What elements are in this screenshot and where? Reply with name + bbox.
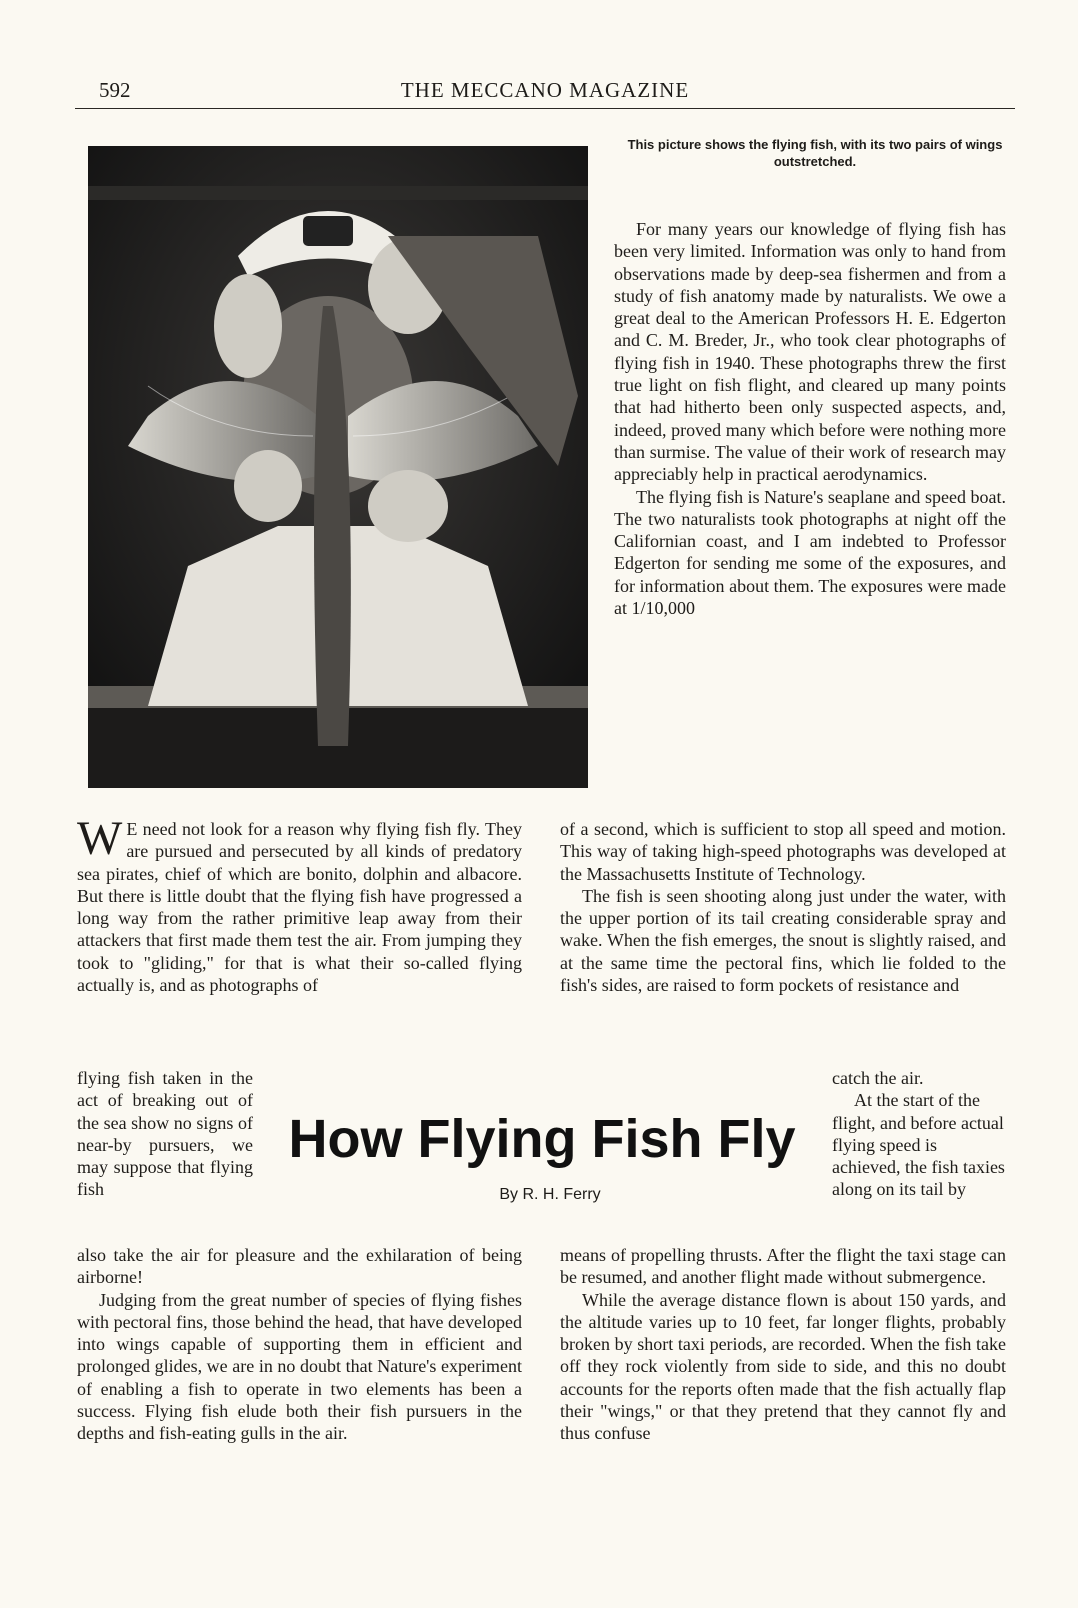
paragraph-knowledge: For many years our knowledge of flying fish has been very limited. Information was only to hand from observations made by deep-sea fishermen and from a study of fish anatomy made by naturalists. We owe a great deal to the American Professors H. E. Edgerton and C. M. Breder, Jr., who took clear photographs of flying fish in 1940. These photographs threw the first true light on fish flight, and cleared up many points that had hitherto been only suspected aspects, and, indeed, proved many which before were nothing more than surmise. The value of their work of research may appreciably help in practical aerodynamics. [614, 219, 1006, 485]
article-byline: By R. H. Ferry [499, 1186, 601, 1203]
left-column-top [77, 812, 522, 996]
flying-fish-photo-illustration [88, 146, 588, 788]
page-header [75, 78, 1015, 109]
left-column-side [77, 1067, 253, 1201]
paragraph-seaplane: The flying fish is Nature's seaplane and speed boat. The two naturalists took photographs at night off the Californian coast, and I am indebted to Professor Edgerton for sending me some of the exposures, and for information about them. The exposures were made at 1/10,000 [614, 486, 1006, 619]
paragraph-start-flight: At the start of the flight, and before actual flying speed is achieved, the fish taxies along on its tail by [832, 1090, 1005, 1200]
paragraph-exposure: of a second, which is sufficient to stop all speed and motion. This way of taking high-speed photographs was developed at the Massachusetts Institute of Technology. [560, 819, 1006, 884]
paragraph-opening-text: E need not look for a reason why flying fish fly. They are pursued and persecuted by all kinds of predatory sea pirates, chief of which are bonito, dolphin and albacore. But there is little doubt that the flying fish have progressed a long way from the rather primitive leap away from their attackers that first made them test the air. From jumping they took to "gliding," for that is what their so-called flying actually is, and as photographs of [77, 819, 522, 996]
paragraph-distance: While the average distance flown is about 150 yards, and the altitude varies up to 10 feet, far longer flights, probably broken by short taxi periods, are recorded. When the fish take off they rock violently from side to side, and this no doubt accounts for the reports often made that the fish actually flap their "wings," or that they pretend that they cannot fly and thus confuse [560, 1289, 1006, 1444]
paragraph-shooting: The fish is seen shooting along just under the water, with the upper portion of its tail creating considerable spray and wake. When the fish emerges, the snout is slightly raised, and at the same time the pectoral fins, which lie folded to the fish's sides, are raised to form pockets of resistance and [560, 885, 1006, 996]
magazine-title: THE MECCANO MAGAZINE [400, 78, 690, 102]
photo-caption: This picture shows the flying fish, with its two pairs of wings outstretched. [627, 137, 1003, 169]
page-number: 592 [99, 78, 131, 102]
paragraph-opening-end: also take the air for pleasure and the exhilaration of being airborne! [77, 1245, 522, 1288]
right-column-middle [560, 818, 1006, 996]
flying-fish-photo [88, 146, 588, 788]
article-title: How Flying Fish Fly [288, 1109, 796, 1169]
paragraph-species: Judging from the great number of species of flying fishes with pectoral fins, those behind the head, that have developed into wings capable of supporting them in efficient and prolonged glides, we are in no doubt that Nature's experiment of enabling a fish to operate in two elements has been a success. Flying fish elude both their fish pursuers in the depths and fish-eating gulls in the air. [77, 1289, 522, 1444]
paragraph-opening [77, 812, 522, 996]
right-column-top [614, 218, 1006, 619]
right-column-bottom [560, 1244, 1006, 1445]
right-column-side [832, 1067, 1006, 1201]
paragraph-opening-side: flying fish taken in the act of breaking out of the sea show no signs of near-by pursuers, we may suppose that flying fish [77, 1068, 253, 1200]
left-column-bottom [77, 1244, 522, 1445]
paragraph-catch-air: catch the air. [832, 1068, 924, 1088]
paragraph-propelling: means of propelling thrusts. After the flight the taxi stage can be resumed, and another flight made without submergence. [560, 1245, 1006, 1288]
drop-cap: W [77, 812, 123, 865]
